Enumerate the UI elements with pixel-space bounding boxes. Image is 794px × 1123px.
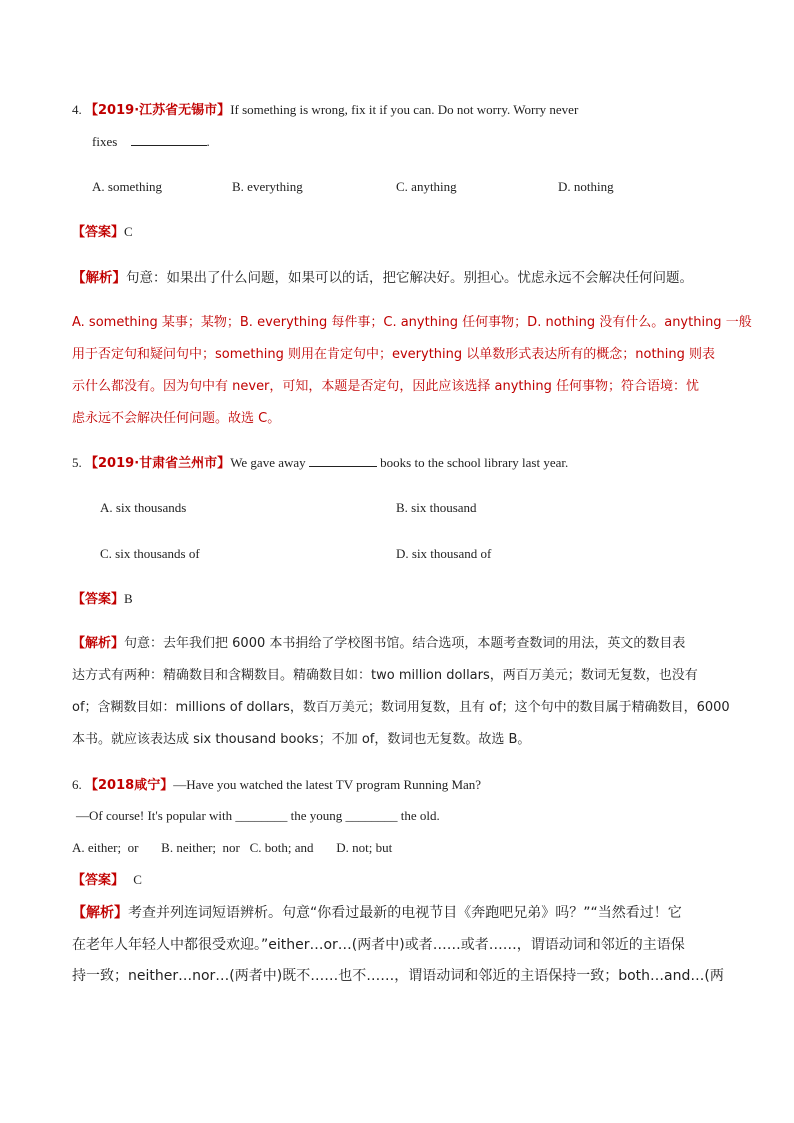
q4-stem [72, 100, 578, 121]
q5-option-c: C. six thousands of [100, 546, 200, 561]
q6-analysis-line2: 在老年人年轻人中都很受欢迎。”either…or…(两者中)或者……或者……，谓语动词和邻近的主语保 [72, 937, 685, 953]
q6-analysis-line3: 持一致；neither…nor…(两者中)既不……也不……，谓语动词和邻近的主语保持一致；both…and…(两 [72, 968, 724, 984]
q5-analysis-line1: 【解析】句意：去年我们把 6000 本书捐给了学校图书馆。结合选项，本题考查数词的用法，英文的数目表 [72, 636, 686, 651]
q6-answer-value: C [133, 872, 142, 887]
q5-option-b: B. six thousand [396, 500, 477, 515]
q6-dialog-line2: —Of course! It's popular with ________ the young ________ the old. [76, 808, 440, 823]
q4-option-a: A. something [92, 179, 163, 194]
q6-analysis-line1: 【解析】考查并列连词短语辨析。句意“你看过最新的电视节目《奔跑吧兄弟》吗？”“当然看过！它 [72, 905, 682, 921]
q4-stem-line1: If something is wrong, fix it if you can. Do not worry. Worry never [230, 102, 579, 117]
q5-blank [309, 454, 377, 467]
q4-source-tag: 【2019·江苏省无锡市】 [85, 103, 231, 118]
q4-analysis-tag: 【解析】 [72, 270, 126, 286]
q6-answer-tag: 【答案】 [72, 873, 125, 888]
q6-options: A. either; or B. neither; nor C. both; and D. not; but [72, 840, 393, 855]
q5-analysis-tag: 【解析】 [72, 636, 125, 651]
q5-option-d: D. six thousand of [396, 546, 492, 561]
q4-blank [131, 133, 207, 146]
q4-option-c: C. anything [396, 179, 457, 194]
q6-number: 6. [72, 777, 82, 792]
q4-stem-cont: fixes . [92, 134, 210, 149]
q6-dialog-line1: —Have you watched the latest TV program Running Man? [173, 777, 482, 792]
q5-stem [72, 453, 568, 474]
q4-answer-value: C [124, 224, 133, 239]
q6-source-tag: 【2018咸宁】 [85, 778, 174, 793]
q6-analysis-tag: 【解析】 [72, 905, 128, 921]
q4-option-b: B. everything [232, 179, 303, 194]
q4-analysis-intro: 句意：如果出了什么问题，如果可以的话，把它解决好。别担心。忧虑永远不会解决任何问题。 [126, 270, 693, 286]
q5-answer-tag: 【答案】 [72, 592, 125, 607]
q6-blank-1: ________ [235, 808, 288, 823]
q4-analysis [72, 268, 693, 288]
q4-explain-line4: 虑永远不会解决任何问题。故选 C。 [72, 411, 281, 426]
q5-option-a: A. six thousands [100, 500, 187, 515]
q4-explain-line3: 示什么都没有。因为句中有 never，可知，本题是否定句，因此应该选择 anything 任何事物；符合语境：忧 [72, 379, 700, 394]
q4-answer-tag: 【答案】 [72, 225, 125, 240]
q4-answer [72, 222, 133, 243]
q5-answer-value: B [124, 591, 133, 606]
q6-stem [72, 775, 481, 796]
q5-analysis-line3: of；含糊数目如：millions of dollars，数百万美元；数词用复数，且有 of；这个句中的数目属于精确数目，6000 [72, 700, 730, 715]
q5-analysis-line2: 达方式有两种：精确数目和含糊数目。精确数目如：two million dollars，两百万美元；数词无复数，也没有 [72, 668, 698, 683]
q4-explain-line2: 用于否定句和疑问句中；something 则用在肯定句中；everything 以单数形式表达所有的概念；nothing 则表 [72, 347, 716, 362]
q4-option-d: D. nothing [558, 179, 614, 194]
q6-blank-2: ________ [345, 808, 398, 823]
q5-analysis-line4: 本书。就应该表达成 six thousand books；不加 of，数词也无复数。故选 B。 [72, 732, 531, 747]
q5-source-tag: 【2019·甘肃省兰州市】 [85, 456, 231, 471]
q5-stem-before: We gave away [230, 455, 306, 470]
q5-answer [72, 589, 133, 610]
q5-stem-after: books to the school library last year. [380, 455, 569, 470]
q4-number: 4. [72, 102, 82, 117]
q4-explain-line1: A. something 某事；某物；B. everything 每件事；C. anything 任何事物；D. nothing 没有什么。anything 一般 [72, 315, 752, 330]
q4-stem-line2: fixes [92, 134, 118, 149]
q6-answer [72, 870, 142, 891]
q5-number: 5. [72, 455, 82, 470]
